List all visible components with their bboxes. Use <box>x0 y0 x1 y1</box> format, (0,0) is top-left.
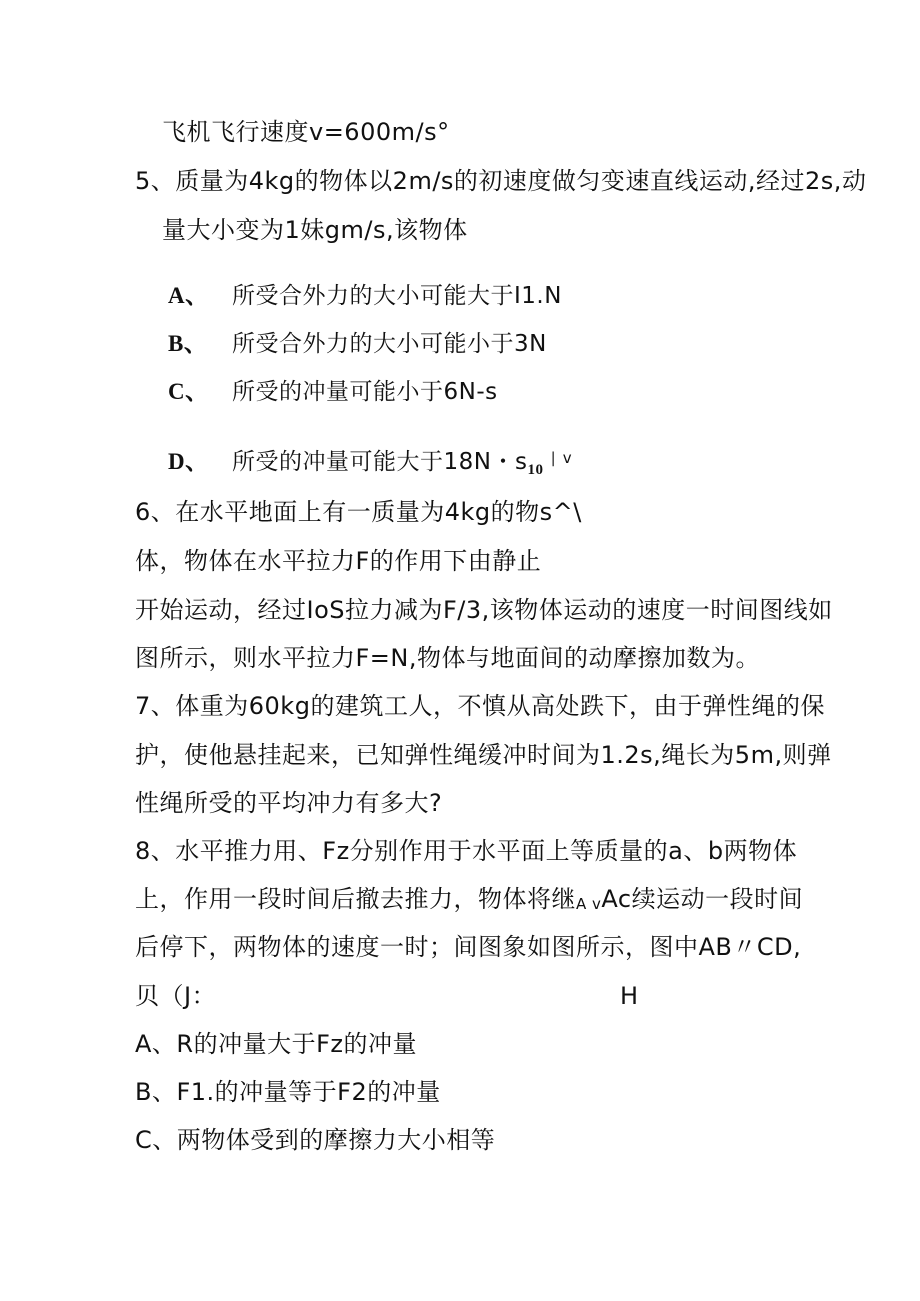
option-d <box>168 443 572 485</box>
option-d-text: 所受的冲量可能大于18N・s <box>232 449 528 475</box>
option-b <box>168 329 547 359</box>
question-8-option-b: B、F1.的冲量等于F2的冲量 <box>135 1078 441 1106</box>
question-6-line-3: 开始运动，经过IoS拉力减为F/3,该物体运动的速度一时间图线如 <box>135 596 833 624</box>
option-d-subscript: 10 <box>527 462 544 478</box>
question-8-line-2 <box>135 884 803 919</box>
question-6-line-4: 图所示，则水平拉力F=N,物体与地面间的动摩擦加数为。 <box>135 644 760 672</box>
option-d-label: D、 <box>168 449 209 474</box>
question-5-line-1: 5、质量为4kg的物体以2m∕s的初速度做匀变速直线运动,经过2s,动 <box>135 167 867 195</box>
option-a-label: A、 <box>168 283 209 308</box>
text-line-velocity: 飞机飞行速度v=600m∕s° <box>162 118 450 146</box>
option-c <box>168 377 498 407</box>
question-6-line-2: 体，物体在水平拉力F的作用下由静止 <box>135 547 542 575</box>
question-8-line-2-part-a: 上，作用一段时间后撤去推力，物体将继 <box>135 885 576 913</box>
question-7-line-2: 护，使他悬挂起来，已知弹性绳缓冲时间为1.2s,绳长为5m,则弹 <box>135 741 832 769</box>
option-a <box>168 281 562 311</box>
question-8-line-3: 后停下，两物体的速度一时；间图象如图所示，图中AB〃CD, <box>135 933 802 961</box>
question-6-line-1: 6、在水平地面上有一质量为4kg的物s^\ <box>135 498 582 526</box>
option-b-label: B、 <box>168 331 208 356</box>
option-b-text: 所受合外力的大小可能小于3N <box>232 331 547 357</box>
option-d-mark: ∣ v <box>549 449 573 467</box>
question-8-line-4-right: H <box>620 982 639 1010</box>
question-5-line-2: 量大小变为1妹gm∕s,该物体 <box>162 216 468 244</box>
question-8-option-a: A、R的冲量大于Fz的冲量 <box>135 1030 417 1058</box>
question-8-line-2-small: A v <box>576 895 602 913</box>
option-c-text: 所受的冲量可能小于6N-s <box>232 379 498 405</box>
question-8-line-4: 贝（J： <box>135 982 217 1010</box>
option-a-text: 所受合外力的大小可能大于I1.N <box>232 283 562 309</box>
question-7-line-1: 7、体重为60kg的建筑工人，不慎从高处跌下，由于弹性绳的保 <box>135 692 825 720</box>
question-7-line-3: 性绳所受的平均冲力有多大? <box>135 789 443 817</box>
option-c-label: C、 <box>168 379 209 404</box>
question-8-line-2-part-b: Ac续运动一段时间 <box>601 885 804 913</box>
question-8-option-c: C、两物体受到的摩擦力大小相等 <box>135 1126 496 1154</box>
question-8-line-1: 8、水平推力用、Fz分别作用于水平面上等质量的a、b两物体 <box>135 837 798 865</box>
